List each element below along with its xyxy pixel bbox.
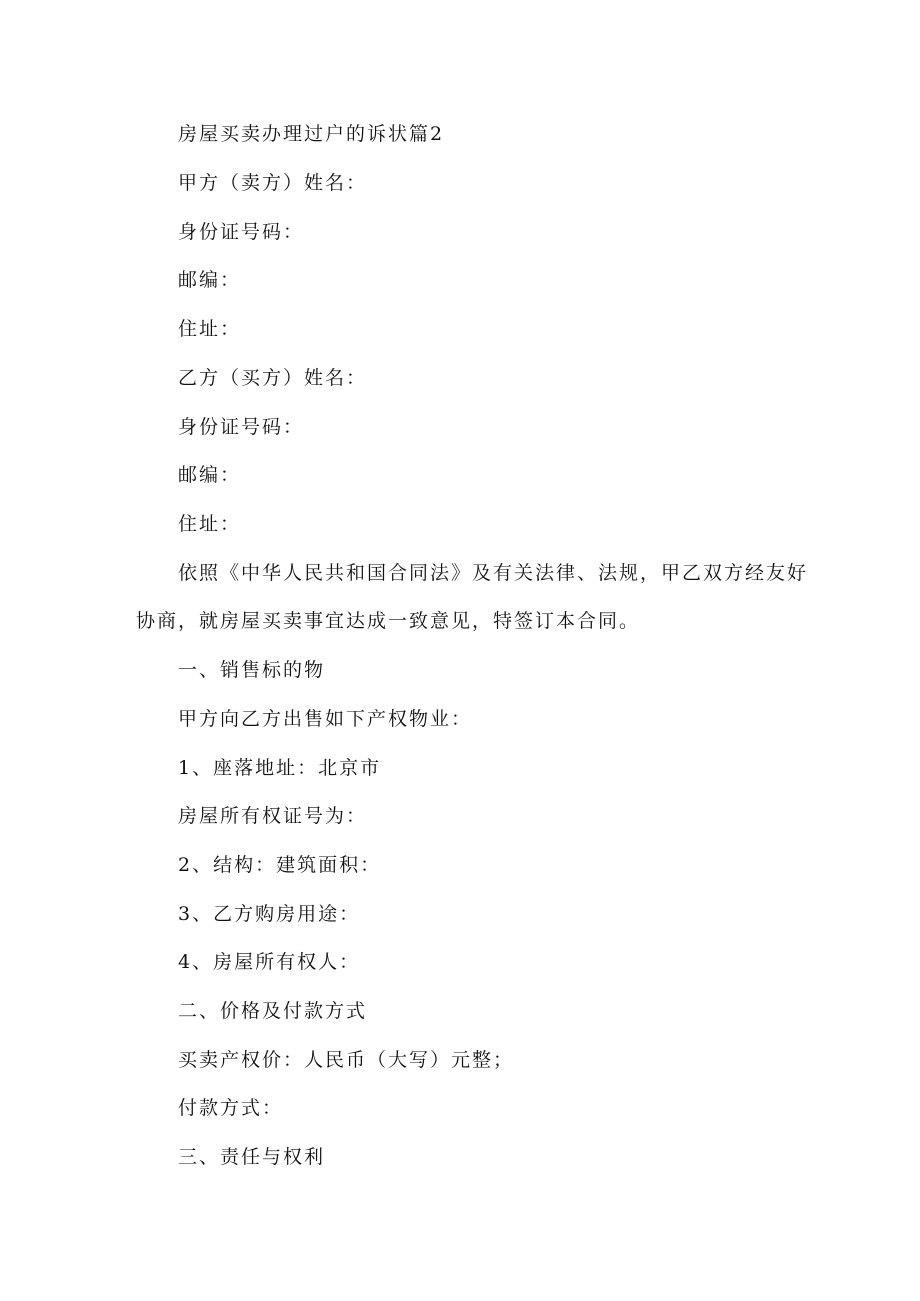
payment-method-line: 付款方式：: [178, 1097, 284, 1119]
sale-object-intro: 甲方向乙方出售如下产权物业：: [178, 708, 473, 730]
party-b-postcode-label: 邮编：: [178, 464, 242, 486]
item-location: 1、座落地址：北京市: [178, 757, 382, 779]
item-structure-area: 2、结构：建筑面积：: [178, 854, 382, 876]
section-heading-sale-object: 一、销售标的物: [178, 659, 326, 681]
item-purchase-purpose: 3、乙方购房用途：: [178, 903, 361, 925]
document-heading: 房屋买卖办理过户的诉状篇2: [178, 123, 445, 145]
party-b-name-label: 乙方（买方）姓名：: [178, 367, 368, 389]
party-a-postcode-label: 邮编：: [178, 269, 242, 291]
preamble-paragraph-line-1: 依照《中华人民共和国合同法》及有关法律、法规，甲乙双方经友好: [178, 562, 809, 584]
party-a-name-label: 甲方（卖方）姓名：: [178, 172, 368, 194]
item-ownership-certificate: 房屋所有权证号为：: [178, 805, 368, 827]
party-a-id-label: 身份证号码：: [178, 221, 305, 243]
price-line: 买卖产权价：人民币（大写）元整；: [178, 1049, 515, 1071]
party-a-address-label: 住址：: [178, 318, 242, 340]
section-heading-responsibilities: 三、责任与权利: [178, 1146, 326, 1168]
item-property-owner: 4、房屋所有权人：: [178, 951, 361, 973]
party-b-id-label: 身份证号码：: [178, 416, 305, 438]
party-b-address-label: 住址：: [178, 513, 242, 535]
preamble-paragraph-line-2: 协商，就房屋买卖事宜达成一致意见，特签订本合同。: [136, 610, 641, 632]
section-heading-price-payment: 二、价格及付款方式: [178, 1000, 368, 1022]
